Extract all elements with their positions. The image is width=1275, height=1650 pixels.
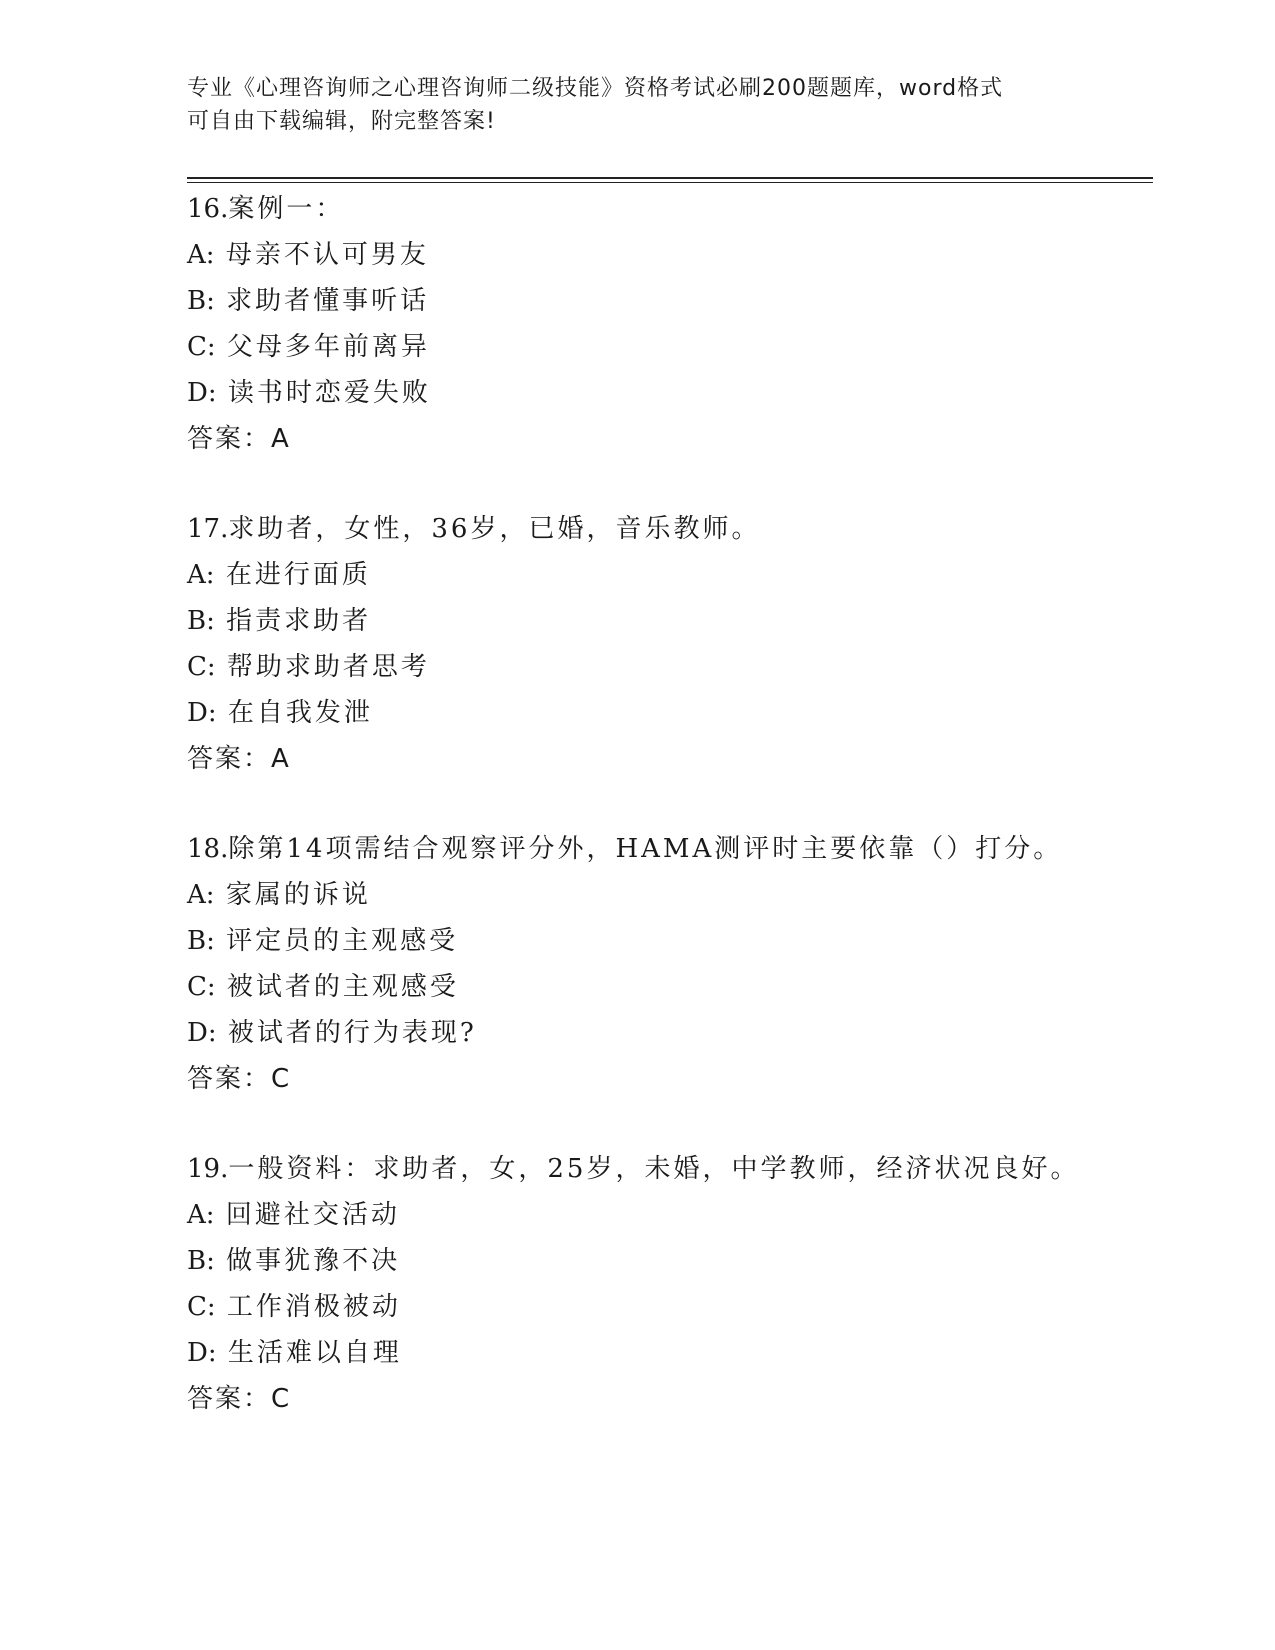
question-number: 16. — [187, 194, 229, 224]
option-text: 家属的诉说 — [225, 880, 371, 910]
option-text: 在自我发泄 — [227, 698, 373, 728]
option-c — [187, 964, 1153, 1010]
option-a — [187, 232, 1153, 278]
question-stem — [187, 186, 1153, 232]
option-text: 帮助求助者思考 — [226, 652, 430, 682]
answer-value: C — [271, 1064, 292, 1094]
question-16 — [187, 186, 1153, 462]
question-text: 求助者，女性，36岁，已婚，音乐教师。 — [228, 514, 761, 544]
question-text: 案例一： — [228, 194, 345, 224]
option-letter: A: — [187, 1200, 215, 1230]
option-text: 父母多年前离异 — [226, 332, 430, 362]
option-a — [187, 872, 1153, 918]
answer-line — [187, 736, 1153, 782]
option-text: 被试者的主观感受 — [226, 972, 459, 1002]
header-rule-thin — [187, 182, 1153, 183]
option-c — [187, 1284, 1153, 1330]
answer-value: A — [271, 424, 291, 454]
question-text: 除第14项需结合观察评分外，HAMA测评时主要依靠（）打分。 — [228, 834, 1063, 864]
option-letter: A: — [187, 240, 215, 270]
option-text: 母亲不认可男友 — [225, 240, 429, 270]
answer-line — [187, 1056, 1153, 1102]
question-text: 一般资料：求助者，女，25岁，未婚，中学教师，经济状况良好。 — [228, 1154, 1080, 1184]
document-header — [187, 72, 1067, 138]
option-text: 指责求助者 — [226, 606, 372, 636]
answer-value: C — [271, 1384, 292, 1414]
question-number: 17. — [187, 514, 229, 544]
answer-label: 答案： — [187, 744, 272, 774]
question-19 — [187, 1146, 1153, 1422]
option-letter: C: — [187, 972, 216, 1002]
answer-label: 答案： — [187, 1064, 272, 1094]
option-c — [187, 644, 1153, 690]
option-text: 求助者懂事听话 — [226, 286, 430, 316]
option-letter: A: — [187, 880, 215, 910]
question-stem — [187, 1146, 1153, 1192]
option-letter: D: — [187, 1338, 217, 1368]
answer-label: 答案： — [187, 1384, 272, 1414]
option-text: 回避社交活动 — [225, 1200, 400, 1230]
answer-line — [187, 416, 1153, 462]
header-line-2: 可自由下载编辑，附完整答案! — [187, 109, 496, 134]
option-text: 被试者的行为表现? — [227, 1018, 477, 1048]
option-letter: D: — [187, 1018, 217, 1048]
option-text: 工作消极被动 — [226, 1292, 401, 1322]
header-line-1: 专业《心理咨询师之心理咨询师二级技能》资格考试必刷200题题库，word格式 — [187, 76, 1004, 101]
option-text: 做事犹豫不决 — [226, 1246, 401, 1276]
option-letter: B: — [187, 286, 215, 316]
question-17 — [187, 506, 1153, 782]
question-18 — [187, 826, 1153, 1102]
option-a — [187, 552, 1153, 598]
option-letter: B: — [187, 926, 215, 956]
option-letter: C: — [187, 1292, 216, 1322]
question-number: 18. — [187, 834, 229, 864]
option-d — [187, 690, 1153, 736]
answer-value: A — [271, 744, 291, 774]
option-letter: A: — [187, 560, 215, 590]
option-b — [187, 918, 1153, 964]
option-c — [187, 324, 1153, 370]
option-letter: B: — [187, 606, 215, 636]
option-text: 在进行面质 — [225, 560, 371, 590]
question-list — [187, 186, 1153, 1466]
question-stem — [187, 826, 1153, 872]
option-d — [187, 1330, 1153, 1376]
option-d — [187, 370, 1153, 416]
option-text: 读书时恋爱失败 — [227, 378, 431, 408]
option-text: 评定员的主观感受 — [226, 926, 459, 956]
option-d — [187, 1010, 1153, 1056]
answer-line — [187, 1376, 1153, 1422]
option-b — [187, 1238, 1153, 1284]
option-letter: D: — [187, 378, 217, 408]
answer-label: 答案： — [187, 424, 272, 454]
option-b — [187, 598, 1153, 644]
option-letter: B: — [187, 1246, 215, 1276]
option-letter: D: — [187, 698, 217, 728]
option-b — [187, 278, 1153, 324]
option-text: 生活难以自理 — [227, 1338, 402, 1368]
question-number: 19. — [187, 1154, 229, 1184]
option-letter: C: — [187, 652, 216, 682]
option-a — [187, 1192, 1153, 1238]
header-rule-thick — [187, 177, 1153, 179]
option-letter: C: — [187, 332, 216, 362]
question-stem — [187, 506, 1153, 552]
